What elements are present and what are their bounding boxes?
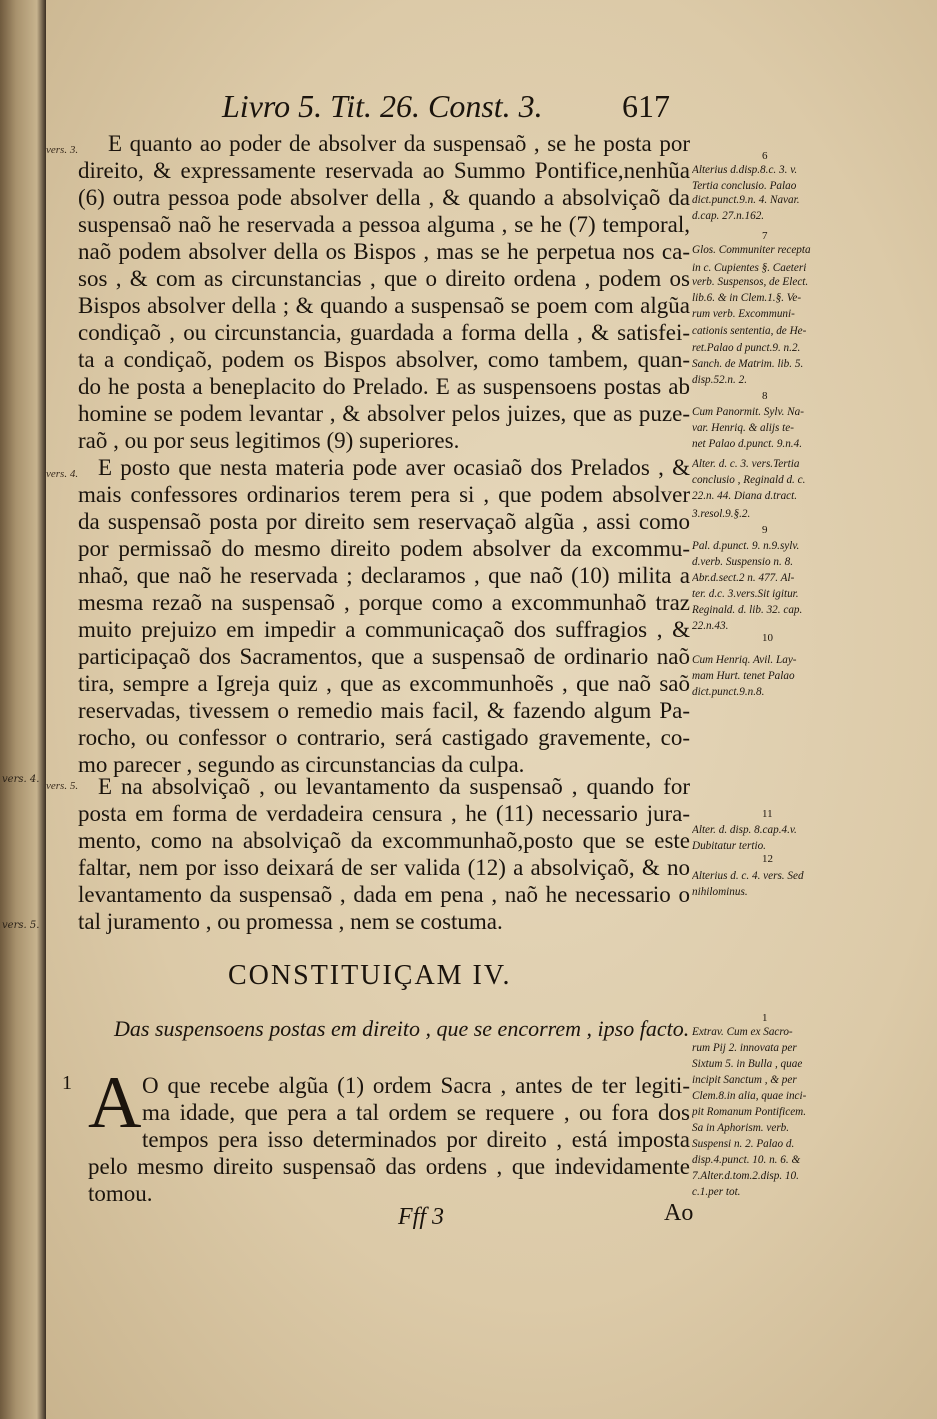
page-number: 617 bbox=[622, 88, 670, 124]
previous-page-edge bbox=[0, 0, 46, 1419]
margin-note: disp.52.n. 2. bbox=[692, 374, 748, 386]
body-line: levantamento da suspensaõ , dada em pena , naõ he necessario o bbox=[78, 882, 690, 907]
catchword: Ao bbox=[664, 1200, 694, 1226]
margin-note: Sa in Aphorism. verb. bbox=[692, 1122, 790, 1134]
body-line: E quanto ao poder de absolver da suspensaõ , se he posta por bbox=[108, 131, 690, 156]
body-line: faltar, nem por isso deixará de ser valida (12) a absolviçaõ, & no bbox=[78, 855, 690, 880]
body-line: mesma rezaõ na suspensaõ , porque como a excommunhaõ traz bbox=[78, 590, 690, 615]
note-numeral: 11 bbox=[762, 808, 773, 820]
note-numeral: 7 bbox=[762, 230, 768, 242]
margin-note: ter. d.c. 3.vers.Sit igitur. bbox=[692, 588, 799, 600]
margin-note: Sanch. de Matrim. lib. 5. bbox=[692, 358, 804, 370]
margin-note: ret.Palao d punct.9. n.2. bbox=[692, 342, 801, 354]
book-page bbox=[46, 0, 937, 1419]
margin-note: Clem.8.in alia, quae inci- bbox=[692, 1090, 807, 1102]
margin-note: Tertia conclusio. Palao bbox=[692, 180, 797, 192]
note-numeral: 9 bbox=[762, 524, 768, 536]
body-line: (6) outra pessoa pode absolver della , & quando a absolviçaõ da bbox=[78, 185, 690, 210]
body-line: direito, & expressamente reservada ao Summo Pontifice,nenhũa bbox=[78, 158, 690, 183]
margin-note: Extrav. Cum ex Sacro- bbox=[692, 1026, 793, 1038]
body-line: posta em forma de verdadeira censura , he (11) necessario jura- bbox=[78, 801, 690, 826]
margin-note: Cum Henriq. Avil. Lay- bbox=[692, 654, 797, 666]
margin-note: verb. Suspensos, de Elect. bbox=[692, 276, 809, 288]
margin-note: Sixtum 5. in Bulla , quae bbox=[692, 1058, 803, 1070]
prev-page-verse-marker: vers. 4. bbox=[2, 774, 40, 785]
note-numeral: 6 bbox=[762, 150, 768, 162]
prev-page-verse-marker: vers. 5. bbox=[2, 920, 40, 931]
margin-note: Dubitatur tertio. bbox=[692, 840, 766, 852]
body-line: mo parecer , segundo as circunstancias da culpa. bbox=[78, 752, 525, 777]
margin-note: Pal. d.punct. 9. n.9.sylv. bbox=[692, 540, 800, 552]
body-line: E posto que nesta materia pode aver ocasiaõ dos Prelados , & bbox=[98, 455, 690, 480]
margin-note: nihilominus. bbox=[692, 886, 748, 898]
note-numeral: 8 bbox=[762, 390, 768, 402]
signature-mark: Fff 3 bbox=[398, 1204, 444, 1230]
body-line: pelo mesmo direito suspensaõ das ordens , que indevidamente bbox=[88, 1154, 690, 1179]
body-line: Bispos absolver della ; & quando a suspensaõ se poem com algũa bbox=[78, 293, 690, 318]
margin-note: dict.punct.9.n.8. bbox=[692, 686, 765, 698]
margin-note: Cum Panormit. Sylv. Na- bbox=[692, 406, 804, 418]
body-line: do he posta a beneplacito do Prelado. E as suspensoens postas ab bbox=[78, 374, 690, 399]
margin-note: Reginald. d. lib. 32. cap. bbox=[692, 604, 803, 616]
margin-note: lib.6. & in Clem.1.§. Ve- bbox=[692, 292, 802, 304]
margin-note: var. Henriq. & alijs te- bbox=[692, 422, 794, 434]
body-line: raõ , ou por seus legitimos (9) superiores. bbox=[78, 428, 460, 453]
margin-note: d.cap. 27.n.162. bbox=[692, 210, 765, 222]
margin-note: disp.4.punct. 10. n. 6. & bbox=[692, 1154, 801, 1166]
margin-note: 22.n. 44. Diana d.tract. bbox=[692, 490, 798, 502]
note-numeral: 1 bbox=[762, 1012, 768, 1024]
verse-marker: vers. 4. bbox=[46, 468, 79, 480]
body-line: tira, sempre a Igreja quiz , que as excommunhoẽs , que naõ saõ bbox=[78, 671, 690, 696]
section-subtitle: Das suspensoens postas em direito , que se encorrem , ipso facto. bbox=[114, 1016, 690, 1041]
margin-note: dict.punct.9.n. 4. Navar. bbox=[692, 194, 800, 206]
margin-note: 7.Alter.d.tom.2.disp. 10. bbox=[692, 1170, 799, 1182]
body-line: rocho, ou confessor o contrario, será castigado gravemente, co- bbox=[78, 725, 690, 750]
margin-note: incipit Sanctum , & per bbox=[692, 1074, 797, 1086]
body-line: ta a condiçaõ, podem os Bispos absolver, como tambem, quan- bbox=[78, 347, 690, 372]
margin-note: Abr.d.sect.2 n. 477. Al- bbox=[692, 572, 795, 584]
body-line: nhaõ, que naõ he reservada ; declaramos , que naõ (10) milita a bbox=[78, 563, 690, 588]
margin-note: rum verb. Excommuni- bbox=[692, 308, 795, 320]
body-line: mento, como na absolviçaõ da excommunhaõ,posto que se este bbox=[78, 828, 690, 853]
margin-note: Alterius d.disp.8.c. 3. v. bbox=[692, 164, 798, 176]
margin-note: pit Romanum Pontificem. bbox=[692, 1106, 807, 1118]
body-line: condiçaõ , ou circunstancia, guardada a forma della , & satisfei- bbox=[78, 320, 690, 345]
note-numeral: 12 bbox=[762, 853, 773, 865]
paragraph-number: 1 bbox=[62, 1072, 72, 1094]
verse-marker: vers. 3. bbox=[46, 144, 79, 156]
margin-note: conclusio , Reginald d. c. bbox=[692, 474, 806, 486]
body-line: tempos pera isso determinados por direito , está imposta bbox=[142, 1127, 690, 1152]
margin-note: net Palao d.punct. 9.n.4. bbox=[692, 438, 802, 450]
body-line: da suspensaõ posta por direito sem reservaçaõ algũa , assi como bbox=[78, 509, 690, 534]
body-line: homine se podem levantar , & absolver pelos juizes, que as puze- bbox=[78, 401, 690, 426]
verse-marker: vers. 5. bbox=[46, 780, 79, 792]
margin-note: Alter. d. disp. 8.cap.4.v. bbox=[692, 824, 797, 836]
body-line: E na absolviçaõ , ou levantamento da suspensaõ , quando for bbox=[98, 774, 690, 799]
body-line: muito prejuizo em impedir a communicaçaõ dos suffragios , & bbox=[78, 617, 690, 642]
body-line: tal juramento , ou promessa , nem se costuma. bbox=[78, 909, 503, 934]
margin-note: Alterius d. c. 4. vers. Sed bbox=[692, 870, 804, 882]
body-line: participaçaõ dos Sacramentos, que a suspensaõ de ordinario naõ bbox=[78, 644, 690, 669]
margin-note: d.verb. Suspensio n. 8. bbox=[692, 556, 793, 568]
body-line: naõ podem absolver della os Bispos , mas se he perpetua nos ca- bbox=[78, 239, 690, 264]
margin-note: rum Pij 2. innovata per bbox=[692, 1042, 797, 1054]
margin-note: c.1.per tot. bbox=[692, 1186, 741, 1198]
margin-note: 22.n.43. bbox=[692, 620, 729, 632]
margin-note: Alter. d. c. 3. vers.Tertia bbox=[692, 458, 800, 470]
body-line: ma idade, que pera a tal ordem se requere , ou fora dos bbox=[142, 1100, 690, 1125]
margin-note: 3.resol.9.§.2. bbox=[692, 508, 751, 520]
margin-note: Glos. Communiter recepta bbox=[692, 244, 811, 256]
body-line: O que recebe algũa (1) ordem Sacra , antes de ter legiti- bbox=[142, 1073, 690, 1098]
margin-note: cationis sententia, de He- bbox=[692, 325, 807, 337]
body-line: sos , & com as circunstancias , que o direito ordena , podem os bbox=[78, 266, 690, 291]
margin-note: in c. Cupientes §. Caeteri bbox=[692, 262, 807, 274]
body-line: por permissaõ do mesmo direito podem absolver da excommu- bbox=[78, 536, 690, 561]
body-line: suspensaõ naõ he reservada a pessoa alguma , se he (7) temporal, bbox=[78, 212, 690, 237]
body-line: reservadas, tivessem o remedio mais facil, & fazendo algum Pa- bbox=[78, 698, 690, 723]
drop-cap: A bbox=[88, 1062, 142, 1144]
body-line: mais confessores ordinarios terem pera si , que podem absolver bbox=[78, 482, 690, 507]
margin-note: Suspensi n. 2. Palao d. bbox=[692, 1138, 795, 1150]
note-numeral: 10 bbox=[762, 632, 773, 644]
body-line: tomou. bbox=[88, 1181, 153, 1206]
margin-note: mam Hurt. tenet Palao bbox=[692, 670, 795, 682]
running-title: Livro 5. Tit. 26. Const. 3. bbox=[222, 88, 543, 124]
section-title: CONSTITUIÇAM IV. bbox=[228, 960, 512, 991]
